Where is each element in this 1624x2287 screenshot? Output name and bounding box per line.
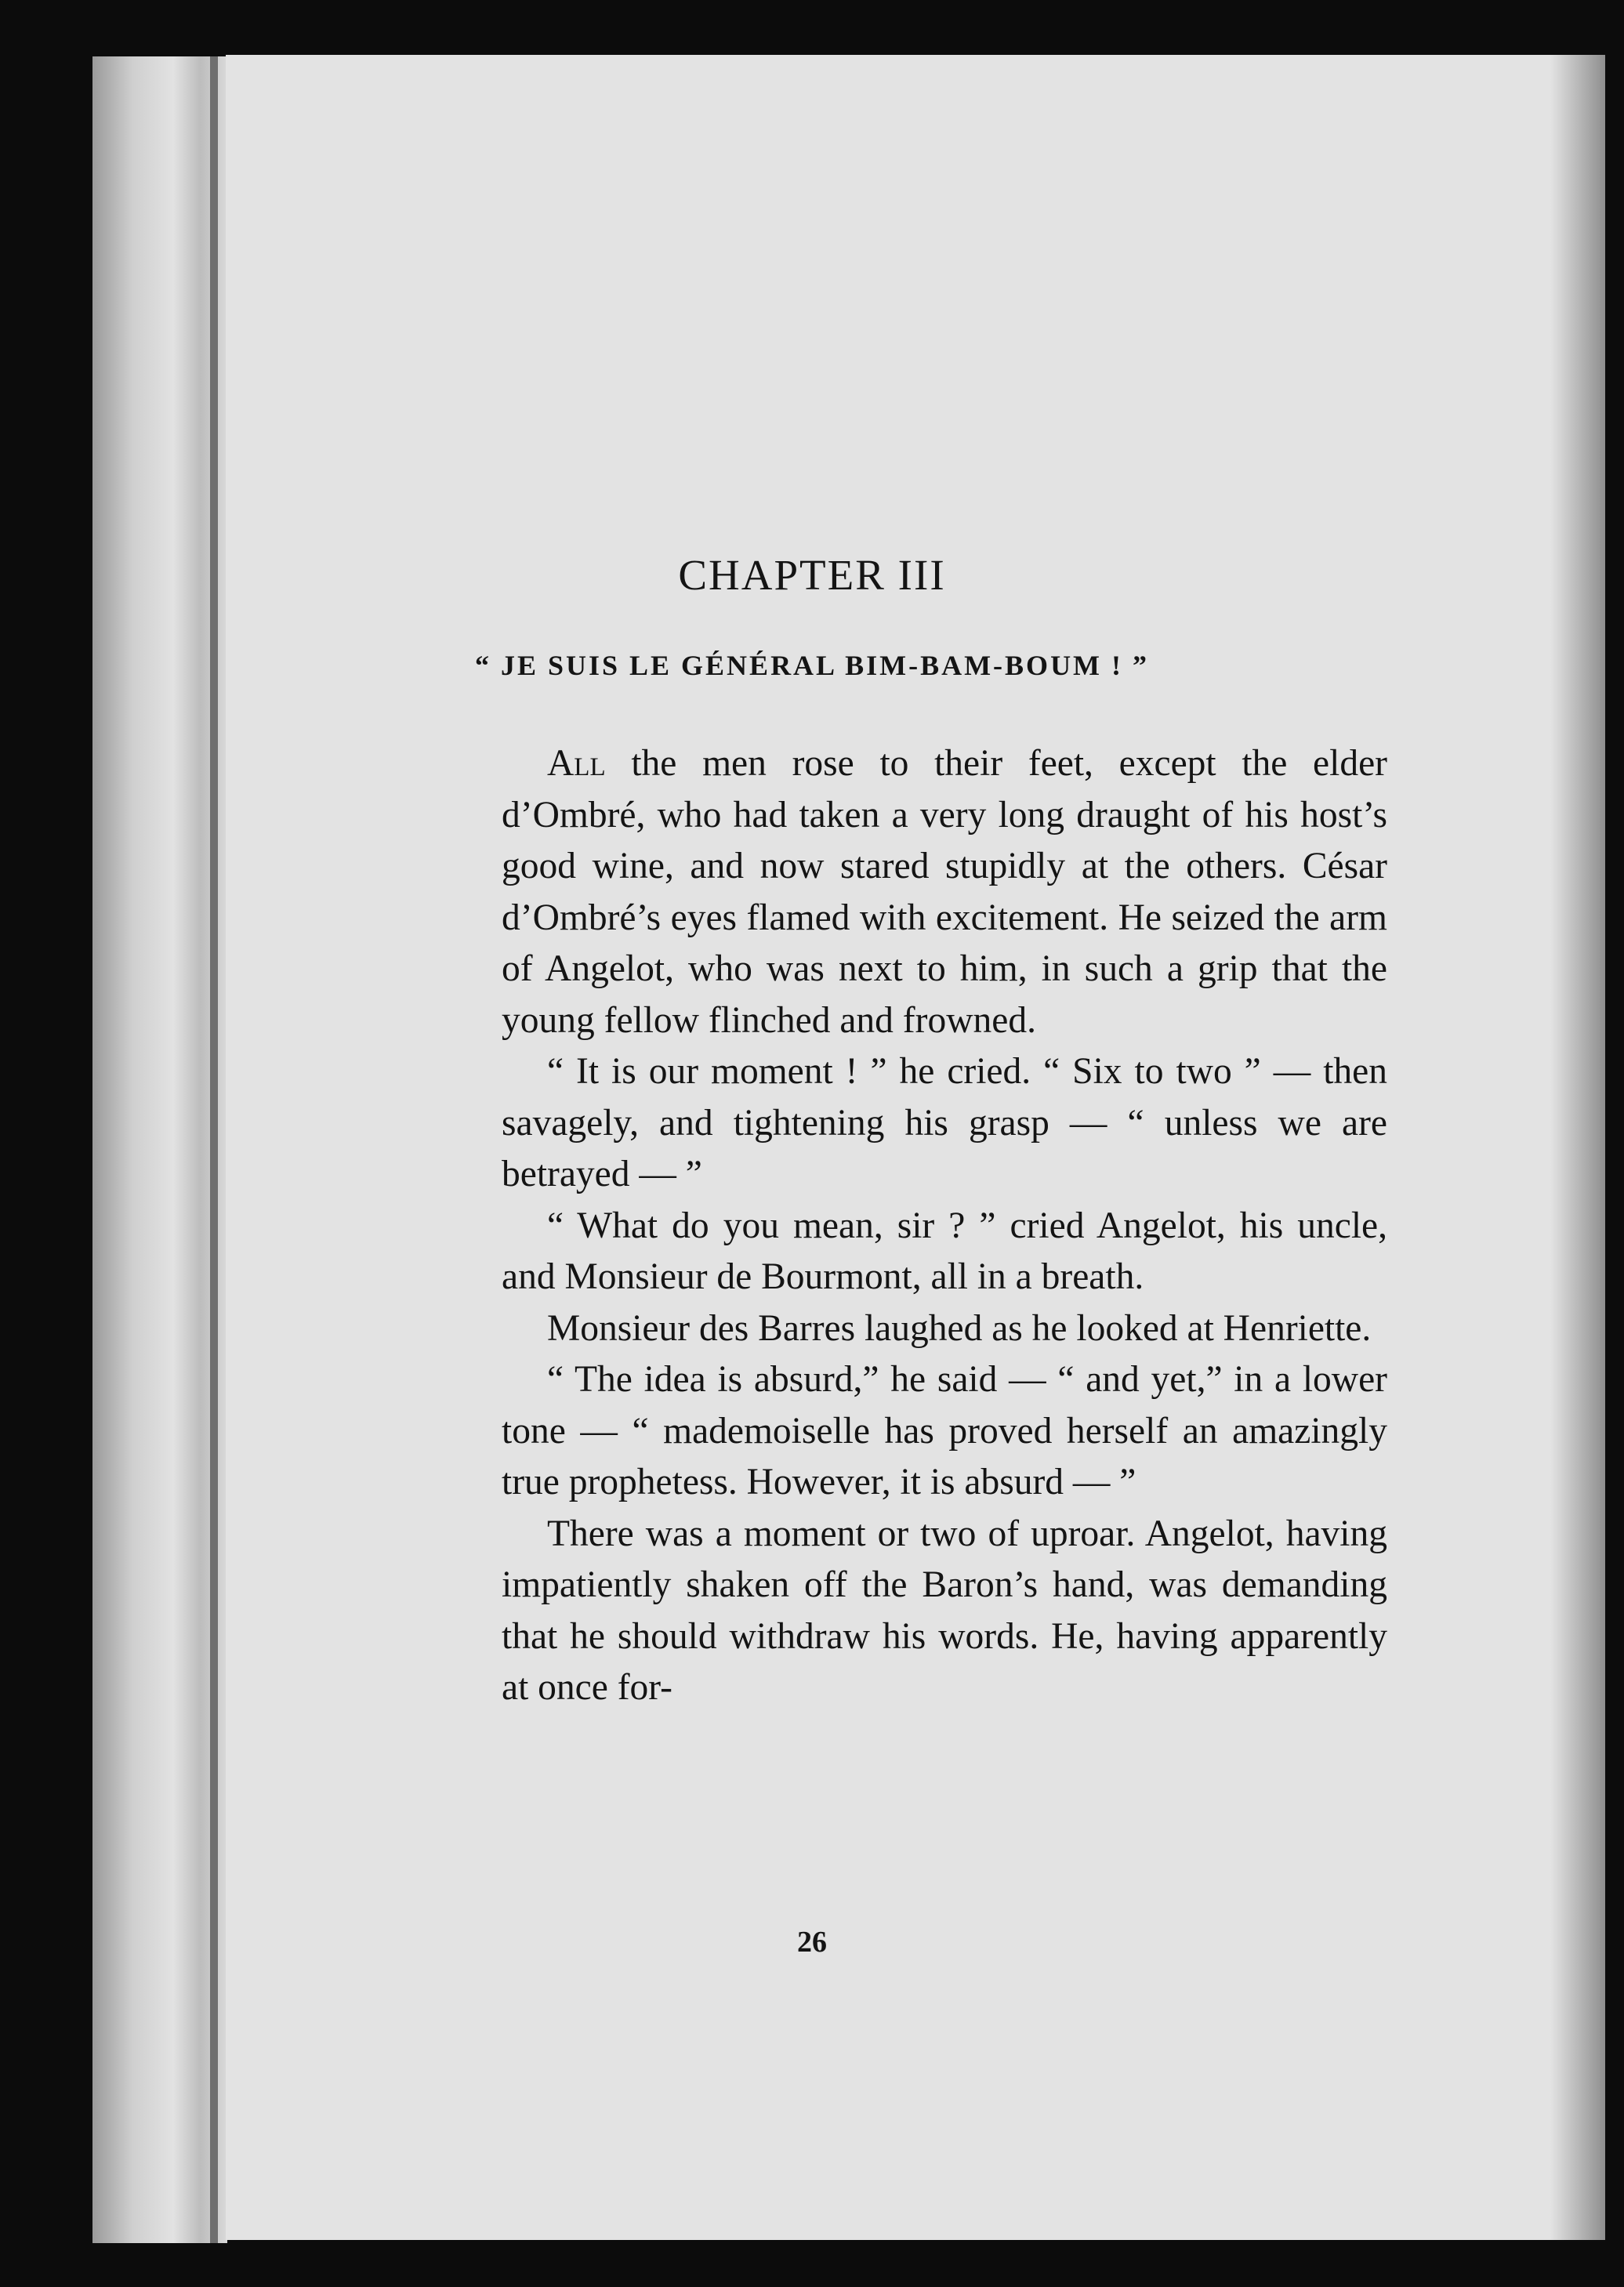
book-page-edges (92, 56, 227, 2243)
paragraph (502, 1046, 1387, 1201)
paragraph (502, 1303, 1387, 1355)
paragraph (502, 1201, 1387, 1303)
page-number: 26 (797, 1926, 827, 1959)
paragraph (502, 1354, 1387, 1509)
paragraph-text: There was a moment or two of uproar. Angelot, having impatiently shaken off the Baron’s hand, was demanding that he should withdraw his words. He, having apparently at once for- (502, 1513, 1387, 1708)
chapter-heading: CHAPTER III (678, 551, 946, 599)
page-shadow (1550, 55, 1605, 2240)
paragraph-text: Monsieur des Barres laughed as he looked at Henriette. (547, 1307, 1372, 1349)
paragraph-text: “ It is our moment ! ” he cried. “ Six to two ” — then savagely, and tightening his grasp — “ unless we are betrayed — ” (502, 1051, 1387, 1194)
body-text (502, 738, 1387, 1714)
paragraph-text: the men rose to their feet, except the elder d’Ombré, who had taken a very long draught of his host’s good wine, and now stared stupidly at the others. César d’Ombré’s eyes flamed with excitement. He seized the arm of Angelot, who was next to him, in such a grip that the young fellow flinched and frowned. (502, 743, 1387, 1041)
paragraph (502, 1509, 1387, 1714)
paragraph-text: “ The idea is absurd,” he said — “ and yet,” in a lower tone — “ mademoiselle has proved herself an amazingly true prophetess. However, it is absurd — ” (502, 1359, 1387, 1502)
paragraph-text: “ What do you mean, sir ? ” cried Angelot, his uncle, and Monsieur de Bourmont, all in a breath. (502, 1205, 1387, 1297)
drop-lead-word: All (547, 743, 606, 784)
paragraph (502, 738, 1387, 1046)
chapter-title: “ JE SUIS LE GÉNÉRAL BIM-BAM-BOUM ! ” (474, 650, 1150, 681)
book-gutter (210, 56, 218, 2243)
